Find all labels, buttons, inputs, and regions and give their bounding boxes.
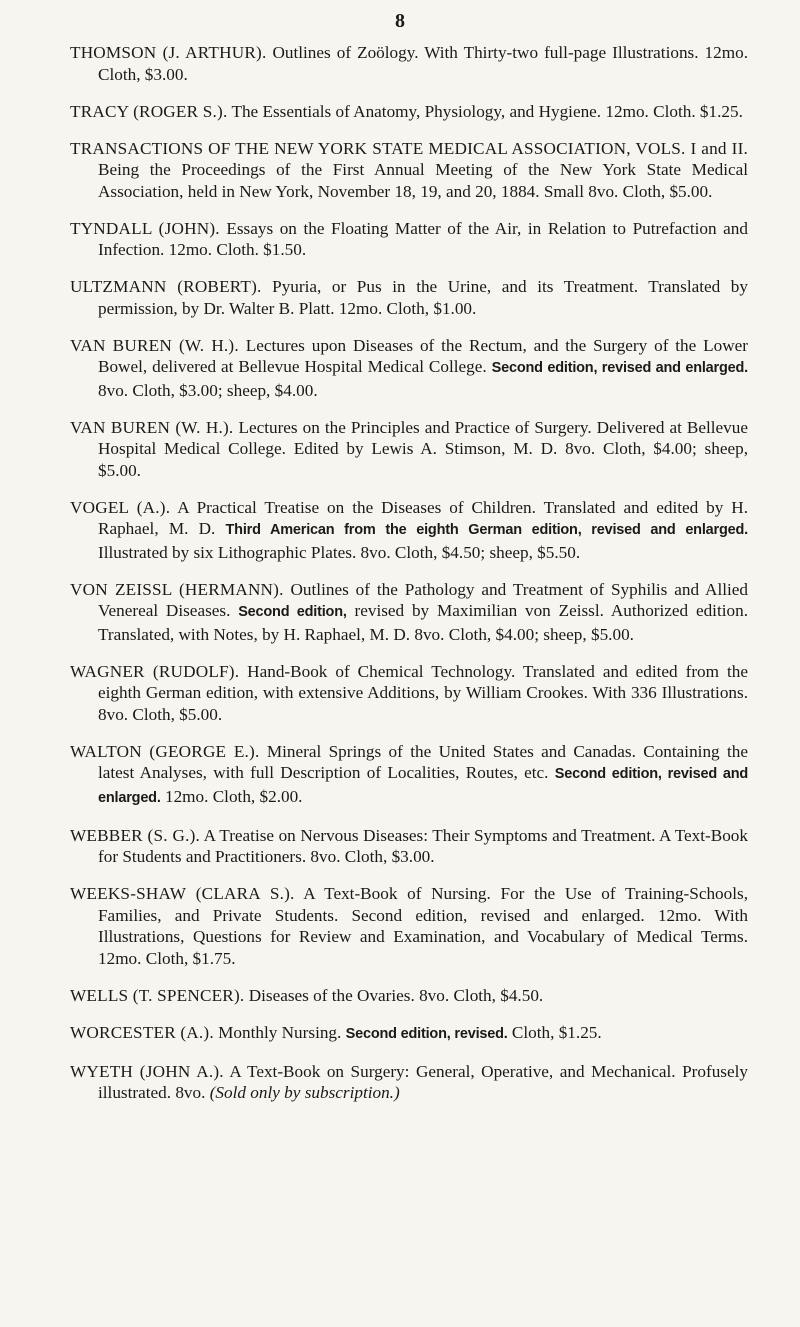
book-entry bbox=[70, 1022, 748, 1046]
edition-note: Third American from the eighth German edition, revised and enlarged. bbox=[225, 522, 748, 538]
author-name: WEEKS-SHAW (CLARA S.). bbox=[70, 884, 295, 903]
entry-text: Outlines of Zoölogy. With Thirty-two full-page Illustrations. 12mo. Cloth, $3.00. bbox=[98, 43, 748, 84]
author-name: WAGNER (RUDOLF). bbox=[70, 661, 240, 681]
book-entry bbox=[70, 985, 748, 1007]
edition-note: Second edition, bbox=[238, 604, 347, 620]
edition-note: Second edition, revised and enlarged. bbox=[98, 766, 749, 806]
edition-note: Second edition, revised. bbox=[345, 1025, 508, 1042]
author-name: WYETH (JOHN A.). bbox=[70, 1061, 224, 1081]
entry-text: revised by Maximilian von Zeissl. Authorized edition. Translated, with Notes, by H. Raphael, M. D. 8vo. Cloth, $4.00; sheep, $5.00. bbox=[98, 601, 748, 644]
book-entry bbox=[70, 417, 748, 482]
book-entry bbox=[70, 497, 748, 564]
author-name: VAN BUREN (W. H.). bbox=[70, 335, 239, 355]
author-name: THOMSON (J. ARTHUR). bbox=[70, 43, 267, 62]
entry-text: A Treatise on Nervous Diseases: Their Symptoms and Treatment. A Text-Book for Students and Practitioners. 8vo. Cloth, $3.00. bbox=[98, 825, 748, 866]
book-entry bbox=[70, 825, 748, 868]
entry-text: Hand-Book of Chemical Technology. Translated and edited from the eighth German edition, with extensive Additions, by William Crookes. With 336 Illustrations. 8vo. Cloth, $5.00. bbox=[98, 661, 748, 724]
book-entry bbox=[70, 276, 748, 319]
entry-text: Illustrated by six Lithographic Plates. 8vo. Cloth, $4.50; sheep, $5.50. bbox=[98, 542, 581, 562]
author-name: VAN BUREN (W. H.). bbox=[70, 417, 234, 437]
entry-text: 8vo. Cloth, $3.00; sheep, $4.00. bbox=[98, 380, 318, 400]
page-number: 8 bbox=[395, 10, 405, 32]
author-name: WORCESTER (A.). bbox=[70, 1022, 214, 1042]
entry-text: Mineral Springs of the United States and Canadas. Containing the latest Analyses, with full Description of Localities, Routes, etc. bbox=[98, 741, 748, 782]
author-name: VON ZEISSL (HERMANN). bbox=[70, 579, 284, 599]
entry-text: Outlines of the Pathology and Treatment of Syphilis and Allied Venereal Diseases. bbox=[98, 579, 748, 620]
entry-text: A Text-Book on Surgery: General, Operative, and Mechanical. Profusely illustrated. 8vo. bbox=[98, 1061, 748, 1102]
entry-text: Cloth, $1.25. bbox=[507, 1022, 602, 1042]
book-entry bbox=[70, 579, 748, 646]
author-name: VOGEL (A.). bbox=[70, 497, 171, 517]
book-entry bbox=[70, 218, 748, 261]
book-entry bbox=[70, 101, 748, 123]
entry-text: A Practical Treatise on the Diseases of Children. Translated and edited by H. Raphael, M. D. bbox=[98, 497, 749, 538]
book-entry bbox=[70, 335, 748, 402]
entry-text: A Text-Book of Nursing. For the Use of Training-Schools, Families, and Private Students. Second edition, revised and enlarged. 12mo. With Illustrations, Questions for Review and Examination, and Vocabulary of Medical Terms. 12mo. Cloth, $1.75. bbox=[98, 884, 748, 968]
entry-text: Diseases of the Ovaries. 8vo. Cloth, $4.50. bbox=[244, 985, 544, 1005]
edition-note: Second edition, revised and enlarged. bbox=[491, 360, 749, 376]
entry-text: 12mo. Cloth, $2.00. bbox=[160, 786, 303, 806]
subscription-note: (Sold only by subscription.) bbox=[209, 1083, 400, 1102]
entry-text: Monthly Nursing. bbox=[213, 1022, 346, 1042]
book-entry bbox=[70, 1061, 748, 1104]
author-name: ULTZMANN (ROBERT). bbox=[70, 277, 262, 296]
author-name: WEBBER (S. G.). bbox=[70, 825, 201, 845]
book-list bbox=[70, 42, 748, 1104]
author-name: TYNDALL (JOHN). bbox=[70, 218, 220, 238]
book-entry bbox=[70, 42, 748, 85]
author-name: WELLS (T. SPENCER). bbox=[70, 985, 245, 1005]
entry-text: Lectures upon Diseases of the Rectum, and the Surgery of the Lower Bowel, delivered at Bellevue Hospital Medical College. bbox=[98, 335, 748, 376]
entry-text: Essays on the Floating Matter of the Air, in Relation to Putrefaction and Infection. 12mo. Cloth. $1.50. bbox=[98, 218, 748, 259]
author-name: TRACY (ROGER S.). bbox=[70, 101, 228, 121]
book-entry bbox=[70, 741, 748, 810]
entry-text: The Essentials of Anatomy, Physiology, and Hygiene. 12mo. Cloth. $1.25. bbox=[227, 101, 743, 121]
author-name: WALTON (GEORGE E.). bbox=[70, 741, 260, 761]
book-entry bbox=[70, 661, 748, 726]
author-name: TRANSACTIONS OF THE NEW YORK STATE MEDICAL ASSOCIATION, VOLS. I and II. bbox=[70, 138, 748, 158]
book-entry bbox=[70, 883, 748, 969]
entry-text: Pyuria, or Pus in the Urine, and its Treatment. Translated by permission, by Dr. Walter B. Platt. 12mo. Cloth, $1.00. bbox=[98, 277, 748, 318]
entry-text: Lectures on the Principles and Practice of Surgery. Delivered at Bellevue Hospital Medical College. Edited by Lewis A. Stimson, M. D. 8vo. Cloth, $4.00; sheep, $5.00. bbox=[98, 417, 748, 480]
entry-text: Being the Proceedings of the First Annual Meeting of the New York State Medical Association, held in New York, November 18, 19, and 20, 1884. Small 8vo. Cloth, $5.00. bbox=[98, 160, 748, 201]
book-entry bbox=[70, 138, 748, 203]
